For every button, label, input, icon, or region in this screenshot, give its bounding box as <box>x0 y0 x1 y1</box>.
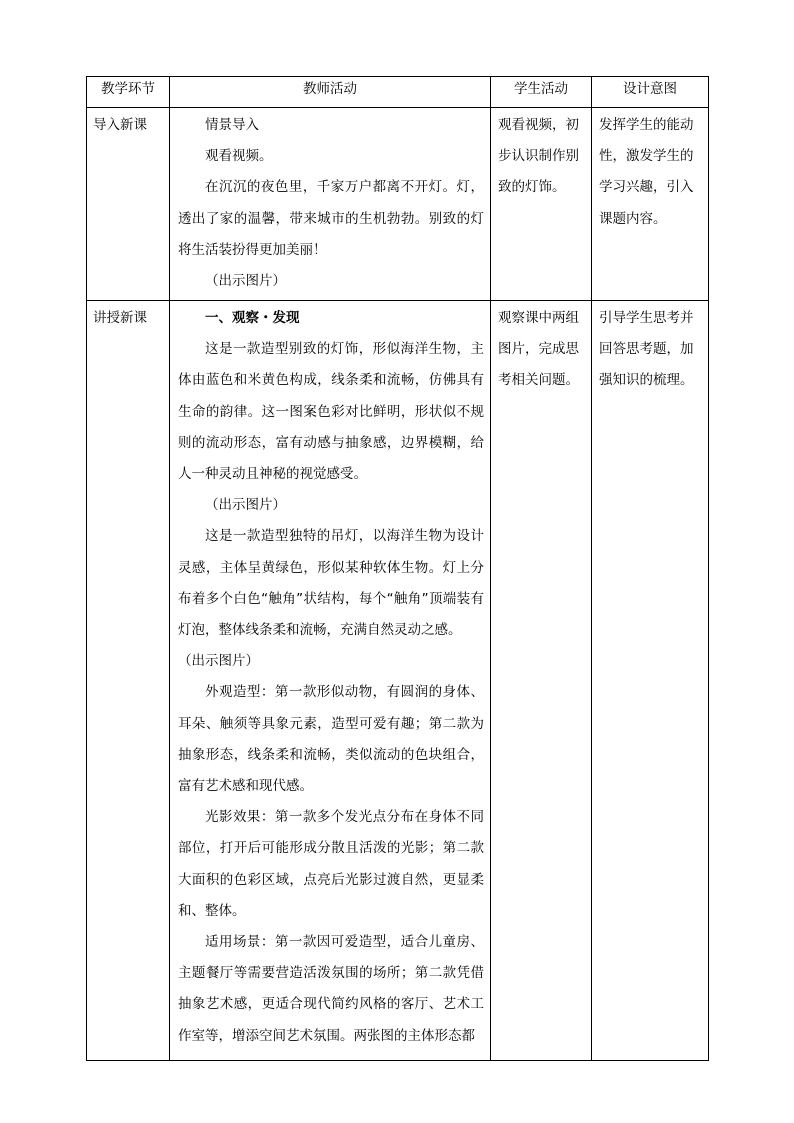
paragraph: 外观造型：第一款形似动物，有圆润的身体、耳朵、触须等具象元素，造型可爱有趣；第二款为抽象形态，线条柔和流畅，类似流动的色块组合，富有艺术感和现代感。 <box>178 684 484 795</box>
lesson-plan-table <box>86 76 709 1061</box>
header-row <box>87 77 709 108</box>
design-intent-cell <box>592 301 709 1061</box>
table-row <box>87 301 709 1061</box>
student-activity-text: 观看视频，初步认识制作别致的灯饰。 <box>498 117 579 196</box>
teacher-activity-cell <box>170 301 491 1061</box>
stage-cell: 导入新课 <box>87 108 170 301</box>
paragraph: 观看视频。 <box>205 148 273 165</box>
student-activity-cell <box>491 108 592 301</box>
show-image-note: （出示图片） <box>205 273 286 290</box>
paragraph: 在沉沉的夜色里，千家万户都离不开灯。灯，透出了家的温馨，带来城市的生机勃勃。别致的灯将生活装扮得更加美丽！ <box>178 179 484 258</box>
header-teacher-activity: 教师活动 <box>170 77 491 108</box>
paragraph: 这是一款造型独特的吊灯，以海洋生物为设计灵感，主体呈黄绿色，形似某种软体生物。灯上分布着多个白色“触角”状结构，每个“触角”顶端装有灯泡，整体线条柔和流畅，充满自然灵动之感。 <box>178 528 484 639</box>
header-student-activity: 学生活动 <box>491 77 592 108</box>
header-stage: 教学环节 <box>87 77 170 108</box>
paragraph: 光影效果：第一款多个发光点分布在身体不同部位，打开后可能形成分散且活泼的光影；第二款大面积的色彩区域，点亮后光影过渡自然，更显柔和、整体。 <box>178 809 484 919</box>
design-intent-text: 引导学生思考并回答思考题，加强知识的梳理。 <box>599 310 694 389</box>
show-image-note: （出示图片） <box>178 653 259 670</box>
stage-cell: 讲授新课 <box>87 301 170 1061</box>
student-activity-text: 观察课中两组图片，完成思考相关问题。 <box>498 310 579 389</box>
teacher-activity-cell <box>170 108 491 301</box>
show-image-note: （出示图片） <box>205 497 286 514</box>
table-row <box>87 108 709 301</box>
header-design-intent: 设计意图 <box>592 77 709 108</box>
section-heading: 一、观察・发现 <box>205 310 300 326</box>
paragraph: 适用场景：第一款因可爱造型，适合儿童房、主题餐厅等需要营造活泼氛围的场所；第二款凭借抽象艺术感，更适合现代简约风格的客厅、艺术工作室等，增添空间艺术氛围。两张图的主体形态都 <box>178 934 484 1044</box>
design-intent-cell <box>592 108 709 301</box>
design-intent-text: 发挥学生的能动性，激发学生的学习兴趣，引入课题内容。 <box>599 117 694 227</box>
section-heading: 情景导入 <box>205 117 259 133</box>
student-activity-cell <box>491 301 592 1061</box>
paragraph: 这是一款造型别致的灯饰，形似海洋生物，主体由蓝色和米黄色构成，线条柔和流畅，仿佛具有生命的韵律。这一图案色彩对比鲜明，形状似不规则的流动形态，富有动感与抽象感，边界模糊，给人一种灵动且神秘的视觉感受。 <box>178 341 484 483</box>
